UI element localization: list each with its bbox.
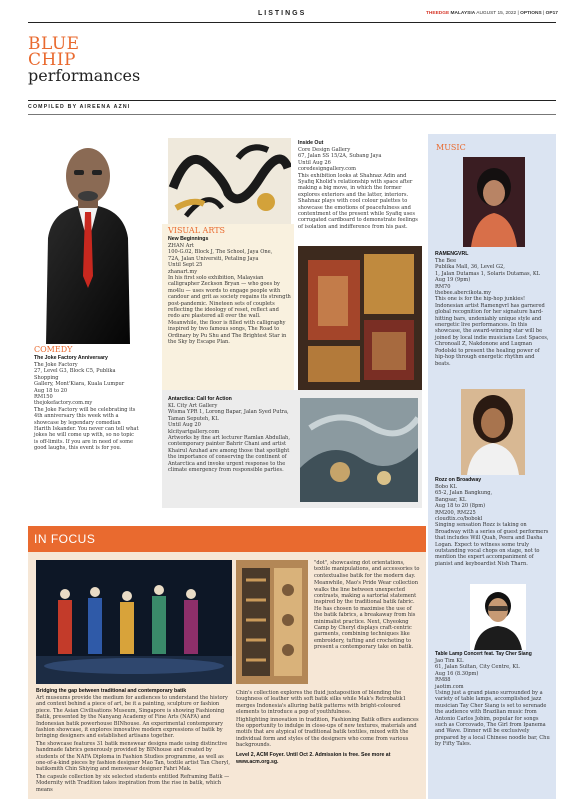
antarctica-body: Artworks by fine art lecturer Ramlan Abdullah, contemporary painter Bahrir Chani and artist Khairul Azuhad are among those that spotlight the importance of conserving the continent of Antarctica and invoke urgent response to the climate emergency from responsible parties. [168, 435, 290, 474]
infocus-paragraph: The capsule collection by six selected students entitled Reframing Batik — Modernity with Tradition takes inspiration from the rise in batik, which means [36, 773, 230, 793]
comedian-photo [38, 126, 138, 344]
rozz-photo [461, 389, 525, 475]
comedy-line: Gallery, Mont'Kiara, Kuala Lumpur [34, 381, 125, 388]
batik-textile-photo [236, 560, 308, 684]
inside-out-line: 67, Jalan SS 15/2A, Subang Jaya [298, 153, 382, 160]
visual-arts-line: 72A, Jalan Universiti, Petaling Jaya [168, 255, 259, 262]
tay-line: 61, Jalan Sultan, City Centre, KL [435, 664, 520, 671]
comedy-details [34, 362, 139, 452]
antarctica-title: Antarctica: Call for Action [168, 396, 232, 402]
antarctica-line: KL City Art Gallery [168, 403, 218, 409]
rozz-listing [435, 477, 551, 568]
issue-date: AUGUST 15, 2022 [476, 11, 517, 16]
infocus-paragraph: Chin's collection explores the fluid juxtaposition of blending the toughness of leather with soft batik silks while Mak's Retrobatik1 merges Indonesia's alluring batik patterns with bright-coloured elements to introduce a pop of youthfulness. [236, 690, 406, 716]
rozz-details [435, 484, 551, 567]
comedy-line: RM150 [34, 394, 53, 401]
infocus-venue: Level 2, ACM Foyer. Until Oct 2. Admission is free. See more at www.acm.org.sg. [236, 751, 391, 765]
infocus-paragraph: Highlighting innovation in tradition, Fashioning Batik offers audiences the opportunity to indulge in close-ups of new textures, materials and motifs that are atypical of traditional batik textiles, mixed with the individual form and styles of the designers who come from various backgrounds. [236, 716, 419, 749]
comedy-heading: COMEDY [34, 345, 73, 354]
rozz-line: cloudtix.co/bobokl [435, 516, 483, 523]
title-line-2: CHIP [28, 50, 76, 70]
music-heading: MUSIC [436, 143, 466, 152]
rozz-line: Bobo KL [435, 484, 457, 490]
tay-photo [470, 584, 526, 650]
section-name: OPTIONS [520, 11, 542, 16]
infocus-article-right [314, 560, 420, 652]
infocus-heading: IN FOCUS [34, 532, 96, 546]
visual-arts-title: New Beginnings [168, 236, 209, 242]
masthead-brand: THEEDGE [426, 11, 450, 16]
ramengvrl-line: The Bee [435, 258, 457, 264]
antarctica-line: klcityartgallery.com [168, 428, 220, 435]
title-line-1: BLUE [28, 34, 80, 54]
tay-line: jaotim.com [435, 683, 464, 690]
comedy-line: The Joke Factory [34, 362, 78, 368]
inside-out-body: This exhibition looks at Shahnaz Adin and Syafiq Kholid's relationship with space after making a big move, in which the former explores exteriors and the latter, interiors. Shahnaz plays with cool colour palettes to showcase the emotions of peacefulness and contentment of the present while Syafiq uses corrugated cardboard to demonstrate feelings of isolation and indifference from his past. [298, 172, 418, 230]
infocus-paragraph: The showcase features 31 batik menswear designs made using distinctive handmade fabrics generously provided by BINhouse and created by students of the NAFA Diploma in Fashion Studies programme, as well as one-of-a-kind pieces by fashion designer Mao Tan, textile artist Tan Cheryl, batiksmith Chin Shiying and menswear designer Fahri Mak. [36, 740, 230, 773]
inside-out-line: Until Aug 26 [298, 159, 331, 166]
visual-arts-line: Until Sept 25 [168, 262, 203, 269]
inside-out-title: Inside Out [298, 140, 324, 146]
ramengvrl-line: RM70 [435, 283, 451, 290]
tay-listing [435, 651, 551, 749]
visual-arts-line: ZHAN Art [168, 243, 194, 249]
infocus-article-bottom [236, 690, 420, 766]
antarctica-line: Wisma YPR 1, Lorong Bapar, Jalan Syed Putra, [168, 409, 289, 416]
rozz-line: RM200, RM225 [435, 509, 476, 516]
infocus-body-left [36, 695, 232, 793]
rozz-title: Rozz on Broadway [435, 477, 482, 483]
ramengvrl-line: Publika Mall, 36, Level G2, [435, 264, 505, 271]
rozz-body: Singing sensation Rozz is taking on Broadway with a series of guest performers that includes Will Quah, Peera and Dasha Logan. Expect to witness some truly outstanding vocal chops on stage, not to mention the expert accompaniment of pianist and keyboardist Nish Tharn. [435, 522, 549, 567]
comedy-line: Aug 18 to 20 [34, 387, 68, 394]
byline-rule-2 [28, 114, 556, 115]
ramengvrl-line: thebee.abercikota.my [435, 290, 492, 297]
antarctica-line: Taman Seputeh, KL [168, 415, 219, 422]
visual-arts-details [168, 243, 292, 346]
visual-arts-line: zhanart.my [168, 268, 198, 275]
rozz-line: 65-2, Jalan Bangkung, [435, 490, 493, 497]
page-number: OP17 [545, 11, 558, 16]
inside-out-listing [298, 140, 420, 231]
ramengvrl-title: RAMENGVRL [435, 251, 469, 257]
tay-title: Table Lamp Concert feat. Tay Cher Siang [435, 651, 532, 657]
tay-line: Jao Tim KL [435, 658, 464, 664]
masthead: THEEDGE MALAYSIA AUGUST 15, 2022 | OPTIONS | OP17 [426, 11, 558, 16]
byline-rule [28, 100, 556, 101]
ramengvrl-listing [435, 251, 551, 368]
comedy-listing [34, 345, 139, 453]
tay-line: RM88 [435, 677, 451, 684]
infocus-paragraph: "dot", showcasing dot orientations, textile manipulations, and accessories to contextualise batik for the modern day. [314, 560, 420, 579]
antarctica-artwork [300, 398, 418, 502]
ramengvrl-details [435, 258, 551, 367]
comedy-line: thejokefactory.com.my [34, 400, 93, 407]
ramengvrl-line: 1, Jalan Dutamas 1, Solaris Dutamas, KL [435, 270, 541, 277]
visual-arts-body: In his first solo exhibition, Malaysian calligrapher Zeckson Bryan — who goes by mo4lu — uses words to engage people with candour and grit as society regains its strength post-pandemic. Nineteen sets of couplets reflecting the ideology of reset, reflect and redo are plastered all over the wall. Meanwhile, the floor is filled with calligraphy inspired by two famous songs, The Road to Ordinary by Pu Shu and The Brightest Star in the Sky by Escape Plan. [168, 275, 291, 346]
batik-exhibition-photo [36, 560, 232, 684]
inside-out-line: Core Design Gallery [298, 147, 351, 153]
antarctica-line: Until Aug 20 [168, 422, 201, 429]
byline: COMPILED BY AIREENA AZNI [28, 104, 131, 110]
tay-line: Aug 16 (8.30pm) [435, 670, 479, 677]
comedy-body: The Joke Factory will be celebrating its 4th anniversary this week with a showcase by legendary comedian Harith Iskander. You never can tell what jokes he will come up with, so no topic is off-limits. If you are in need of some good laughs, this event is for you. [34, 406, 139, 452]
visual-arts-line: 100-G.02, Block J, The School, Jaya One, [168, 249, 273, 256]
title-line-3: performances [28, 66, 141, 85]
page-title [28, 36, 140, 84]
ramengvrl-body: This one is for the hip-hop junkies! Indonesian artist Ramengvrl has garnered global recognition for her signature hard-hitting bars, undeniably unique style and energetic live performances. In this showcase, the award-winning star will be joined by local indie musicians Lost Spaces, Chronoall Z, Nakdonone and Luqman Podolski to present the healing power of hip-hop through energetic rhythm and beats. [435, 296, 549, 367]
inside-out-artwork [298, 246, 422, 390]
comedy-title: The Joke Factory Anniversary [34, 355, 108, 361]
infocus-paragraph: Art museums provide the medium for audiences to understand the history and context behind a piece of art, be it a painting, sculpture or fashion piece. The Asian Civilisations Museum, Singapore is showing Fashioning Batik, presented by the Nanyang Academy of Fine Arts (NAFA) and Indonesian batik powerhouse BINhouse. An experimental contemporary fashion showcase, it explores innovative modern expressions of batik by bringing designers and established artisans together. [36, 695, 228, 740]
antarctica-details [168, 403, 296, 473]
ramengvrl-photo [463, 157, 525, 247]
inside-out-details [298, 147, 420, 230]
tay-details [435, 658, 551, 748]
infocus-title: Bridging the gap between traditional and contemporary batik [36, 688, 187, 694]
infocus-body-right [314, 560, 420, 651]
antarctica-listing [168, 396, 296, 474]
ramengvrl-line: Aug 19 (9pm) [435, 277, 471, 284]
comedy-line: 27, Level G3, Block C5, Publika Shopping [34, 368, 116, 381]
visual-arts-listing [168, 226, 292, 347]
rozz-line: Bangsar, KL [435, 496, 467, 503]
visual-arts-heading: VISUAL ARTS [168, 226, 226, 235]
infocus-paragraph: Meanwhile, Mao's Pride Wear collection walks the line between unexpected contrasts, making a sartorial statement inspired by the traditional batik fabric. He has chosen to maximise the use of the batik fabrics, a breakaway from his minimalist practice. Next, Chyeokng Camp by Cheryl displays craft-centric garments, combining techniques like embroidery, tufting and crocheting to present a contemporary take on batik. [314, 580, 419, 651]
tay-body: Using just a grand piano surrounded by a variety of table lamps, accomplished jazz musician Tay Cher Siang is set to serenade the audience with Brazilian music from Antonio Carlos Jobim, popular for songs such as Corcovado, The Girl from Ipanema and Wave. Dinner will be exclusively prepared by a local Chinese noodle bar, Chu by Fifty Tales. [435, 690, 550, 748]
section-label: LISTINGS [258, 10, 307, 17]
header-rule [28, 22, 556, 23]
infocus-article-left [36, 688, 232, 794]
infocus-body-bottom [236, 690, 420, 749]
masthead-region: MALAYSIA [450, 11, 476, 16]
inside-out-line: coredesigngallery.com [298, 166, 357, 173]
calligraphy-artwork [168, 138, 291, 224]
rozz-line: Aug 18 to 20 (8pm) [435, 503, 486, 510]
